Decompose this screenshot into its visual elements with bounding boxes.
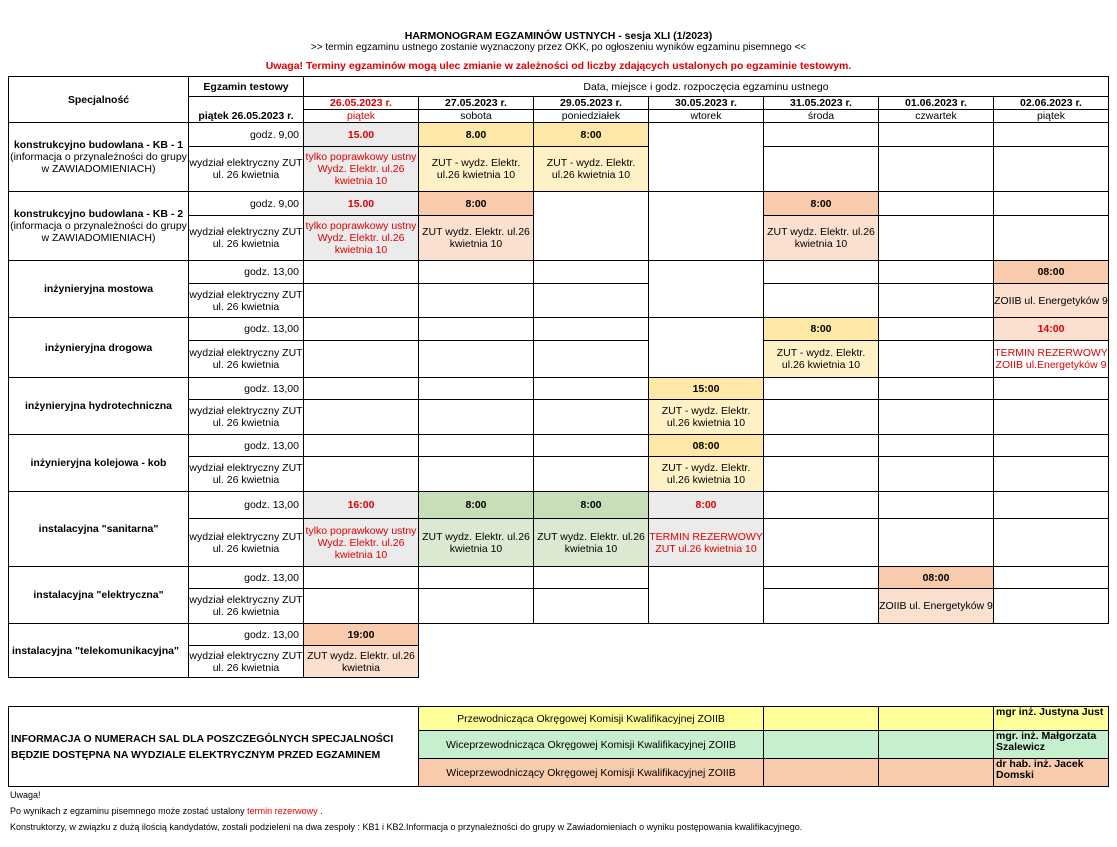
test-time: godz. 13,00 — [189, 492, 304, 519]
exam-time: 15:00 — [649, 378, 764, 400]
header-oral: Data, miejsce i godz. rozpoczęcia egzaminu ustnego — [304, 77, 1109, 97]
exam-time: 08:00 — [879, 567, 994, 589]
day-date: 02.06.2023 r. — [994, 97, 1109, 110]
test-time: godz. 13,00 — [189, 318, 304, 341]
day-date: 26.05.2023 r. — [304, 97, 419, 110]
role-vice-2: Wiceprzewodniczący Okręgowej Komisji Kwalifikacyjnej ZOIIB — [419, 759, 764, 787]
day-name: poniedziałek — [534, 110, 649, 123]
exam-place: ZUT - wydz. Elektr. ul.26 kwietnia 10 — [764, 341, 879, 378]
exam-place: tylko poprawkowy ustny Wydz. Elektr. ul.26 kwietnia 10 — [304, 147, 419, 192]
day-date: 29.05.2023 r. — [534, 97, 649, 110]
header-specjalnosc: Specjalność — [9, 77, 189, 123]
exam-time: 08:00 — [994, 261, 1109, 284]
person-vice-1: mgr. inż. Małgorzata Szalewicz — [994, 731, 1109, 759]
exam-time: 15.00 — [304, 192, 419, 216]
exam-time: 8:00 — [649, 492, 764, 519]
room-info: INFORMACJA O NUMERACH SAL DLA POSZCZEGÓLNYCH SPECJALNOŚCI BĘDZIE DOSTĘPNA NA WYDZIALE ELEKTRYCZNYM PRZED EGZAMINEM — [9, 707, 419, 787]
day-date: 27.05.2023 r. — [419, 97, 534, 110]
spec-elektryczna: instalacyjna "elektryczna" — [9, 567, 189, 624]
test-place: wydział elektryczny ZUT ul. 26 kwietnia — [189, 519, 304, 567]
test-time: godz. 9,00 — [189, 192, 304, 216]
exam-time: 15.00 — [304, 123, 419, 147]
notes-line-1-text: Po wynikach z egzaminu pisemnego może zostać ustalony — [10, 806, 245, 816]
person-chair: mgr inż. Justyna Just — [994, 707, 1109, 731]
day-name: wtorek — [649, 110, 764, 123]
spec-kolejowa: inżynieryjna kolejowa - kob — [9, 435, 189, 492]
test-place: wydział elektryczny ZUT ul. 26 kwietnia — [189, 589, 304, 624]
day-date: 30.05.2023 r. — [649, 97, 764, 110]
spec-note: (informacja o przynależności do grupy w ZAWIADOMIENIACH) — [10, 220, 187, 244]
test-time: godz. 13,00 — [189, 435, 304, 457]
footer-table — [8, 706, 1109, 787]
exam-place: ZUT - wydz. Elektr. ul.26 kwietnia 10 — [649, 400, 764, 435]
exam-schedule-table — [8, 76, 1109, 678]
spec-note: (informacja o przynależności do grupy w ZAWIADOMIENIACH) — [10, 151, 187, 175]
test-time: godz. 13,00 — [189, 624, 304, 646]
exam-place: ZOIIB ul. Energetyków 9 — [879, 589, 994, 624]
spec-telekomunikacyjna: instalacyjna "telekomunikacyjna" — [9, 624, 189, 678]
test-place: wydział elektryczny ZUT ul. 26 kwietnia — [189, 400, 304, 435]
test-place: wydział elektryczny ZUT ul. 26 kwietnia — [189, 341, 304, 378]
spec-mostowa: inżynieryjna mostowa — [9, 261, 189, 318]
exam-place: ZUT wydz. Elektr. ul.26 kwietnia 10 — [419, 519, 534, 567]
exam-place: ZUT - wydz. Elektr. ul.26 kwietnia 10 — [534, 147, 649, 192]
spec-kb2 — [9, 192, 189, 261]
header-test: Egzamin testowy — [189, 77, 304, 97]
test-time: godz. 9,00 — [189, 123, 304, 147]
header-test-date: piątek 26.05.2023 r. — [189, 97, 304, 123]
exam-time: 08:00 — [649, 435, 764, 457]
person-vice-2: dr hab. inż. Jacek Domski — [994, 759, 1109, 787]
spec-drogowa: inżynieryjna drogowa — [9, 318, 189, 378]
exam-place: ZUT wydz. Elektr. ul.26 kwietnia 10 — [419, 216, 534, 261]
spec-hydrotechniczna: inżynieryjna hydrotechniczna — [9, 378, 189, 435]
test-place: wydział elektryczny ZUT ul. 26 kwietnia — [189, 646, 304, 678]
exam-place: tylko poprawkowy ustny Wydz. Elektr. ul.26 kwietnia 10 — [304, 216, 419, 261]
test-time: godz. 13,00 — [189, 378, 304, 400]
role-vice-1: Wiceprzewodnicząca Okręgowej Komisji Kwalifikacyjnej ZOIIB — [419, 731, 764, 759]
exam-time: 16:00 — [304, 492, 419, 519]
exam-time: 19:00 — [304, 624, 419, 646]
exam-time: 8:00 — [419, 492, 534, 519]
day-name: sobota — [419, 110, 534, 123]
test-place: wydział elektryczny ZUT ul. 26 kwietnia — [189, 216, 304, 261]
spec-kb1 — [9, 123, 189, 192]
exam-place: ZOIIB ul. Energetyków 9 — [994, 284, 1109, 318]
exam-time: 8:00 — [534, 492, 649, 519]
test-time: godz. 13,00 — [189, 567, 304, 589]
day-date: 31.05.2023 r. — [764, 97, 879, 110]
exam-place: ZUT wydz. Elektr. ul.26 kwietnia — [304, 646, 419, 678]
exam-place: ZUT - wydz. Elektr. ul.26 kwietnia 10 — [419, 147, 534, 192]
role-chair: Przewodnicząca Okręgowej Komisji Kwalifikacyjnej ZOIIB — [419, 707, 764, 731]
day-name: piątek — [994, 110, 1109, 123]
document-title: HARMONOGRAM EGZAMINÓW USTNYCH - sesja XLI (1/2023) — [404, 30, 713, 42]
exam-place: TERMIN REZERWOWY ZOIIB ul.Energetyków 9 — [994, 341, 1109, 378]
exam-time: 8:00 — [534, 123, 649, 147]
exam-time: 8:00 — [764, 192, 879, 216]
warning-text: Uwaga! Terminy egzaminów mogą ulec zmianie w zależności od liczby zdających ustalonych po egzaminie testowym. — [265, 60, 852, 72]
notes-line-1-end: . — [320, 806, 323, 816]
notes-line-1 — [10, 806, 323, 816]
day-name: czwartek — [879, 110, 994, 123]
notes-reserve-term: termin rezerwowy — [247, 806, 318, 816]
exam-place: ZUT wydz. Elektr. ul.26 kwietnia 10 — [764, 216, 879, 261]
test-place: wydział elektryczny ZUT ul. 26 kwietnia — [189, 284, 304, 318]
exam-place: ZUT - wydz. Elektr. ul.26 kwietnia 10 — [649, 457, 764, 492]
day-name: piątek — [304, 110, 419, 123]
exam-time: 8:00 — [419, 192, 534, 216]
exam-time: 8:00 — [764, 318, 879, 341]
day-date: 01.06.2023 r. — [879, 97, 994, 110]
exam-time: 14:00 — [994, 318, 1109, 341]
notes-line-2: Konstruktorzy, w związku z dużą ilością kandydatów, zostali podzieleni na dwa zespoły : KB1 i KB2.Informacja o przynależności do grupy w Zawiadomieniach o wyniku postępowania kwalifikacyjnego. — [10, 822, 803, 832]
exam-place: tylko poprawkowy ustny Wydz. Elektr. ul.26 kwietnia 10 — [304, 519, 419, 567]
exam-place: ZUT wydz. Elektr. ul.26 kwietnia 10 — [534, 519, 649, 567]
document-subtitle: >> termin egzaminu ustnego zostanie wyznaczony przez OKK, po ogłoszeniu wyników egzaminu pisemnego << — [310, 42, 807, 53]
spec-sanitarna: instalacyjna "sanitarna" — [9, 492, 189, 567]
test-place: wydział elektryczny ZUT ul. 26 kwietnia — [189, 147, 304, 192]
test-place: wydział elektryczny ZUT ul. 26 kwietnia — [189, 457, 304, 492]
exam-time: 8.00 — [419, 123, 534, 147]
notes-title: Uwaga! — [10, 790, 41, 800]
test-time: godz. 13,00 — [189, 261, 304, 284]
spec-name: konstrukcyjno budowlana - KB - 2 — [13, 208, 184, 220]
exam-place: TERMIN REZERWOWY ZUT ul.26 kwietnia 10 — [649, 519, 764, 567]
spec-name: konstrukcyjno budowlana - KB - 1 — [13, 139, 184, 151]
day-name: środa — [764, 110, 879, 123]
